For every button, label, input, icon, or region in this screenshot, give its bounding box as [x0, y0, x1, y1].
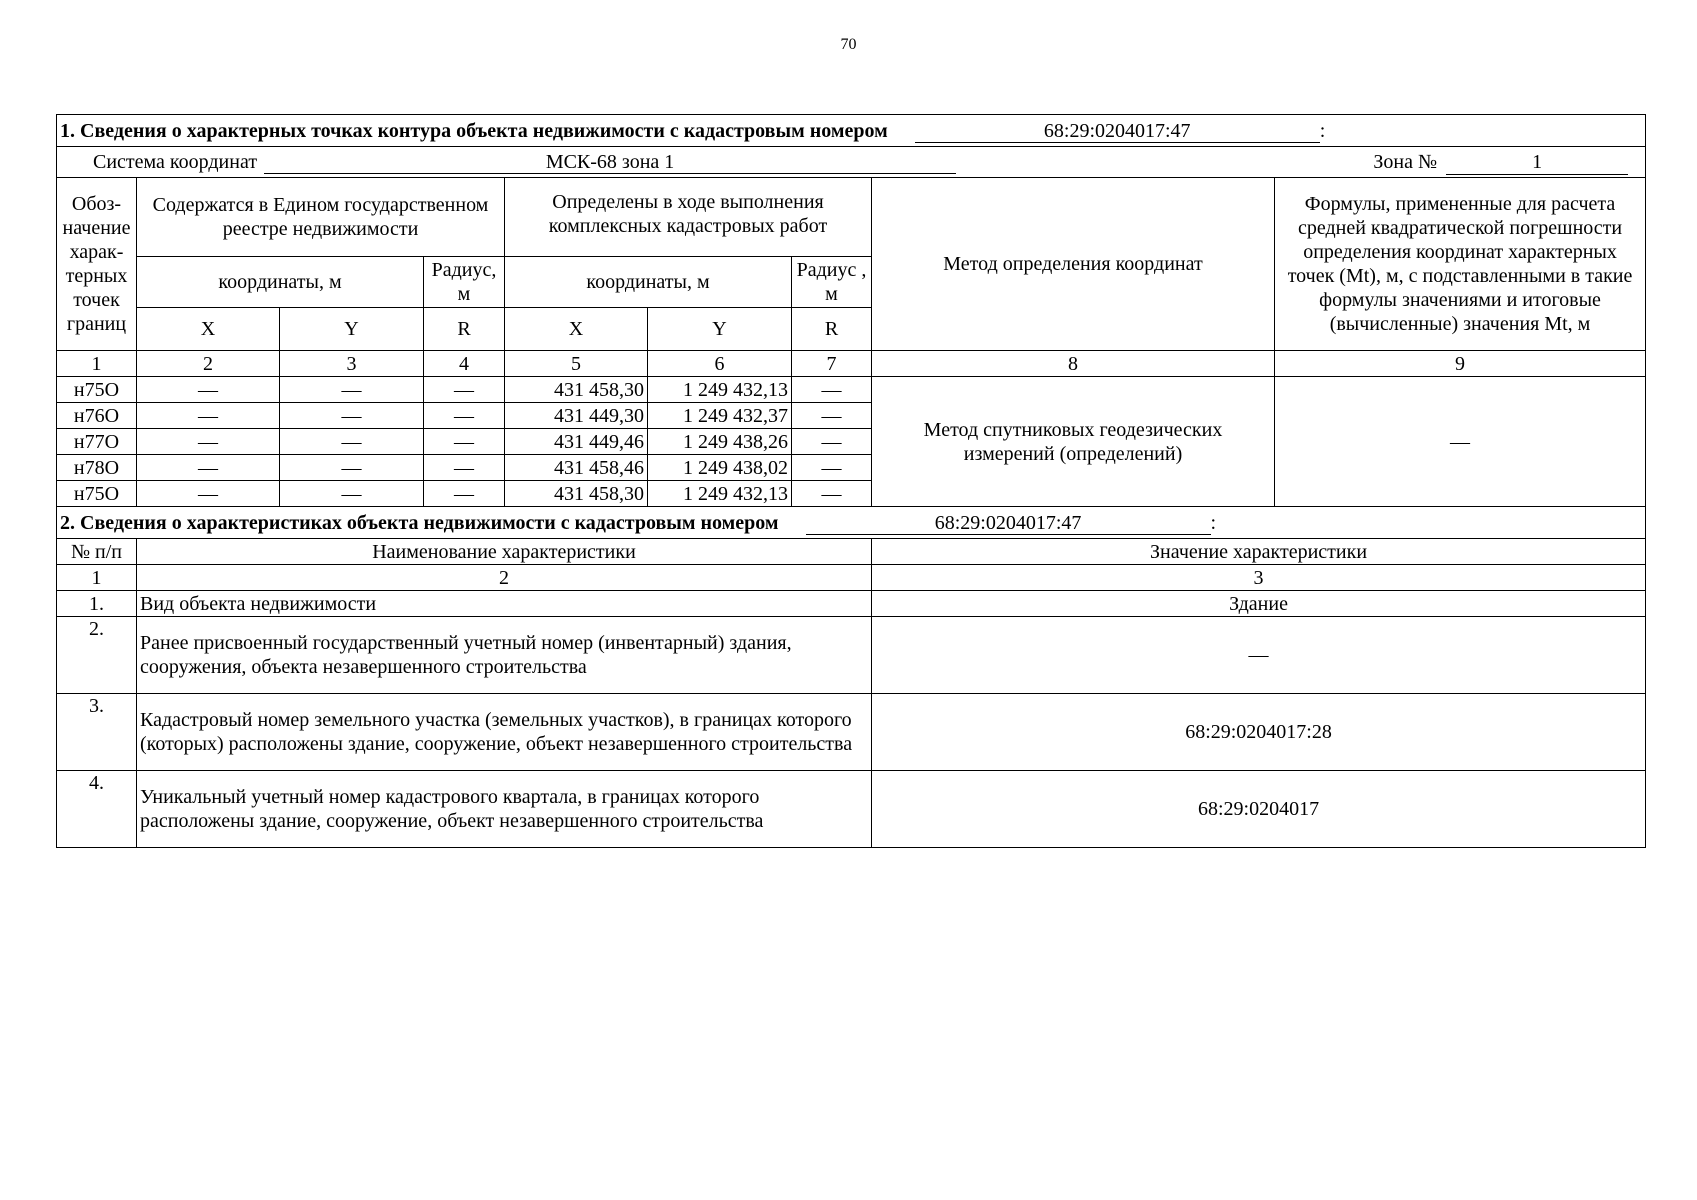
header-egrn-y: Y — [280, 308, 424, 351]
point-r-egrn: — — [424, 403, 505, 429]
s2-header-num: № п/п — [57, 539, 137, 565]
colnum-4: 4 — [424, 351, 505, 377]
point-r: — — [792, 455, 872, 481]
section1-title: 1. Сведения о характерных точках контура объекта недвижимости с кадастровым номером — [60, 119, 888, 142]
section2-colon: : — [1210, 511, 1217, 534]
point-name: н78О — [57, 455, 137, 481]
colnum-3: 3 — [280, 351, 424, 377]
point-y-egrn: — — [280, 377, 424, 403]
colnum-1: 1 — [57, 351, 137, 377]
header-complex-coords: координаты, м — [505, 257, 792, 308]
header-egrn-radius: Радиус, м — [424, 257, 505, 308]
point-r-egrn: — — [424, 455, 505, 481]
s2-colnum-1: 1 — [57, 565, 137, 591]
characteristic-row — [57, 694, 1646, 771]
section2-title-row — [57, 507, 1646, 539]
point-x-egrn: — — [137, 455, 280, 481]
point-name: н77О — [57, 429, 137, 455]
colnum-2: 2 — [137, 351, 280, 377]
section2-title: 2. Сведения о характеристиках объекта недвижимости с кадастровым номером — [60, 511, 779, 534]
char-name: Кадастровый номер земельного участка (земельных участков), в границах которого (которых) расположены здание, сооружение, объект незавершенного строительства — [137, 694, 872, 771]
point-y-egrn: — — [280, 429, 424, 455]
characteristic-row — [57, 591, 1646, 617]
point-x-egrn: — — [137, 481, 280, 507]
colnum-7: 7 — [792, 351, 872, 377]
colnum-9: 9 — [1275, 351, 1646, 377]
point-r-egrn: — — [424, 481, 505, 507]
s2-colnum-2: 2 — [137, 565, 872, 591]
point-y: 1 249 438,02 — [648, 455, 792, 481]
header-complex-r: R — [792, 308, 872, 351]
point-x: 431 458,30 — [505, 377, 648, 403]
char-num: 1. — [57, 591, 137, 617]
point-y-egrn: — — [280, 403, 424, 429]
formula-value: — — [1275, 377, 1646, 507]
s2-header-value: Значение характеристики — [872, 539, 1646, 565]
header-method: Метод определения координат — [872, 178, 1275, 351]
point-x: 431 449,46 — [505, 429, 648, 455]
point-r: — — [792, 377, 872, 403]
characteristic-row — [57, 617, 1646, 694]
point-name: н75О — [57, 481, 137, 507]
section2-cadastral-number: 68:29:0204017:47 — [806, 512, 1211, 535]
header-egrn: Содержатся в Едином государственном реестре недвижимости — [137, 178, 505, 257]
point-x: 431 458,46 — [505, 455, 648, 481]
char-name: Вид объекта недвижимости — [137, 591, 872, 617]
point-y: 1 249 432,13 — [648, 377, 792, 403]
header-complex-y: Y — [648, 308, 792, 351]
point-y-egrn: — — [280, 481, 424, 507]
char-num: 2. — [57, 617, 137, 694]
zone — [1373, 150, 1628, 175]
header-complex: Определены в ходе выполнения комплексных кадастровых работ — [505, 178, 872, 257]
char-num: 4. — [57, 771, 137, 848]
point-y: 1 249 432,37 — [648, 403, 792, 429]
header-formulas: Формулы, примененные для расчета средней квадратической погрешности определения координат характерных точек (Mt), м, с подставленными в такие формулы значениями и итоговые (вычисленные) значения Mt, м — [1275, 178, 1646, 351]
s2-header-name: Наименование характеристики — [137, 539, 872, 565]
point-x: 431 449,30 — [505, 403, 648, 429]
char-value: 68:29:0204017 — [872, 771, 1646, 848]
colnum-8: 8 — [872, 351, 1275, 377]
point-x-egrn: — — [137, 377, 280, 403]
page-number: 70 — [840, 36, 857, 53]
header-egrn-coords: координаты, м — [137, 257, 424, 308]
point-r: — — [792, 481, 872, 507]
point-name: н75О — [57, 377, 137, 403]
colnum-6: 6 — [648, 351, 792, 377]
char-value: 68:29:0204017:28 — [872, 694, 1646, 771]
header-egrn-r: R — [424, 308, 505, 351]
point-x-egrn: — — [137, 429, 280, 455]
char-name: Ранее присвоенный государственный учетный номер (инвентарный) здания, сооружения, объекта незавершенного строительства — [137, 617, 872, 694]
point-y: 1 249 438,26 — [648, 429, 792, 455]
point-x-egrn: — — [137, 403, 280, 429]
coord-system-value: МСК-68 зона 1 — [264, 151, 956, 174]
header-complex-radius: Радиус , м — [792, 257, 872, 308]
point-r: — — [792, 403, 872, 429]
char-value: — — [872, 617, 1646, 694]
char-name: Уникальный учетный номер кадастрового квартала, в границах которого расположены здание, сооружение, объект незавершенного строительства — [137, 771, 872, 848]
colnum-5: 5 — [505, 351, 648, 377]
section1-colon: : — [1319, 119, 1326, 142]
point-name: н76О — [57, 403, 137, 429]
section1-title-row — [57, 115, 1646, 147]
zone-value: 1 — [1446, 150, 1628, 175]
point-y-egrn: — — [280, 455, 424, 481]
point-r-egrn: — — [424, 429, 505, 455]
cadastral-table — [56, 114, 1646, 848]
s2-colnum-3: 3 — [872, 565, 1646, 591]
point-r-egrn: — — [424, 377, 505, 403]
header-complex-x: X — [505, 308, 648, 351]
char-num: 3. — [57, 694, 137, 771]
method-value: Метод спутниковых геодезических измерений (определений) — [872, 377, 1275, 507]
zone-label: Зона № — [1373, 150, 1438, 173]
header-egrn-x: X — [137, 308, 280, 351]
header-designation: Обоз-начение харак-терных точек границ — [57, 178, 137, 351]
point-r: — — [792, 429, 872, 455]
char-value: Здание — [872, 591, 1646, 617]
point-x: 431 458,30 — [505, 481, 648, 507]
point-y: 1 249 432,13 — [648, 481, 792, 507]
coord-system-row — [57, 147, 1646, 178]
section1-cadastral-number: 68:29:0204017:47 — [915, 120, 1320, 143]
point-row — [57, 377, 1646, 403]
characteristic-row — [57, 771, 1646, 848]
coord-system-label: Система координат — [93, 150, 258, 173]
